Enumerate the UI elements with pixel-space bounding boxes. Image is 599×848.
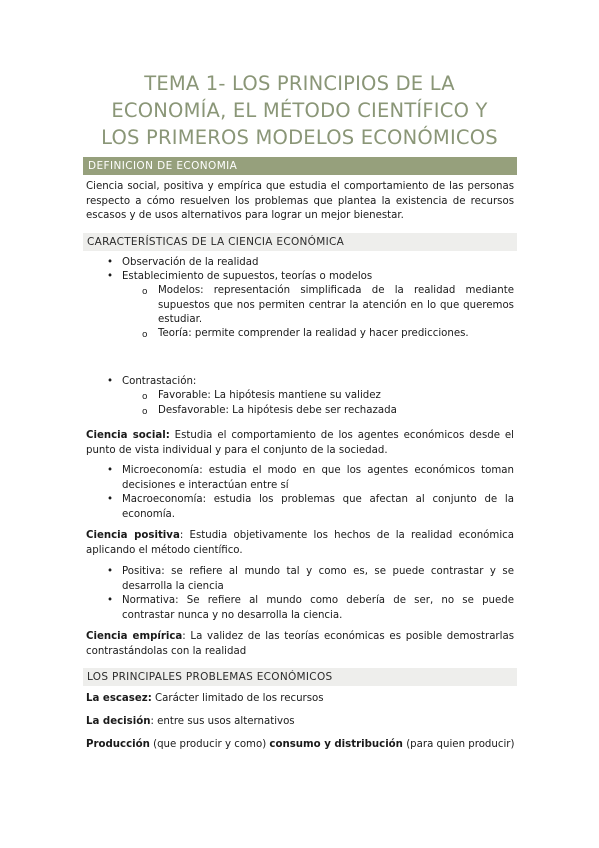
- ciencia-empirica-text: : La validez de las teorías económicas es posible demostrarlas contrastándolas con la realidad: [86, 631, 515, 657]
- bullet-icon: •: [107, 465, 114, 476]
- list-item-normativa: Normativa: Se refiere al mundo como debería de ser, no se puede contrastar nunca y no desarrolla la ciencia.: [122, 595, 514, 621]
- ciencia-social-paragraph: [86, 429, 514, 458]
- bullet-icon: •: [107, 494, 114, 505]
- bullet-icon: •: [107, 566, 114, 577]
- produccion-paragraph: [86, 738, 514, 753]
- ciencia-social-label: Ciencia social:: [86, 430, 170, 441]
- list-item-macroeconomia: Macroeconomía: estudia los problemas que afectan al conjunto de la economía.: [122, 494, 514, 520]
- list-item-supuestos: Establecimiento de supuestos, teorías o modelos: [122, 271, 373, 282]
- bullet-icon: •: [107, 271, 114, 282]
- decision-label: La decisión: [86, 716, 151, 727]
- sub-item-teoria: Teoría: permite comprender la realidad y hacer predicciones.: [158, 328, 469, 339]
- sub-item-favorable: Favorable: La hipótesis mantiene su validez: [158, 390, 381, 401]
- ciencia-positiva-paragraph: [86, 529, 514, 558]
- decision-text: : entre sus usos alternativos: [150, 716, 295, 727]
- ciencia-empirica-label: Ciencia empírica: [86, 631, 183, 642]
- heading-definition: DEFINICION DE ECONOMIA: [83, 157, 517, 175]
- escasez-label: La escasez:: [86, 693, 152, 704]
- sub-item-modelos: Modelos: representación simplificada de la realidad mediante supuestos que nos permiten centrar la atención en lo que queremos estudiar.: [158, 285, 514, 326]
- produccion-label: Producción: [86, 739, 150, 750]
- ciencia-positiva-label: Ciencia positiva: [86, 530, 180, 541]
- sub-bullet-icon: o: [142, 407, 148, 417]
- bullet-icon: •: [107, 376, 114, 387]
- sub-bullet-icon: o: [142, 330, 148, 340]
- title-line-2: ECONOMÍA, EL MÉTODO CIENTÍFICO Y: [111, 99, 488, 122]
- list-item-contrastacion: Contrastación:: [122, 376, 197, 387]
- sub-bullet-icon: o: [142, 392, 148, 402]
- bullet-icon: •: [107, 257, 114, 268]
- sub-item-desfavorable: Desfavorable: La hipótesis debe ser rechazada: [158, 405, 397, 416]
- sub-bullet-icon: o: [142, 287, 148, 297]
- ciencia-social-text: Estudia el comportamiento de los agentes económicos desde el punto de vista individual y para el conjunto de la sociedad.: [86, 430, 514, 456]
- escasez-paragraph: [86, 692, 514, 707]
- title-line-3: LOS PRIMEROS MODELOS ECONÓMICOS: [101, 126, 498, 149]
- ciencia-positiva-text: : Estudia objetivamente los hechos de la realidad económica aplicando el método científico.: [86, 530, 514, 556]
- list-item-positiva: Positiva: se refiere al mundo tal y como es, se puede contrastar y se desarrolla la ciencia: [122, 566, 514, 592]
- consumo-label: consumo y distribución: [269, 739, 403, 750]
- produccion-text: (que producir y como): [149, 739, 270, 750]
- bullet-icon: •: [107, 595, 114, 606]
- heading-problems: LOS PRINCIPALES PROBLEMAS ECONÓMICOS: [83, 668, 517, 686]
- list-item-microeconomia: Microeconomía: estudia el modo en que los agentes económicos toman decisiones e interactúan entre sí: [122, 465, 514, 491]
- escasez-text: Carácter limitado de los recursos: [151, 693, 324, 704]
- decision-paragraph: [86, 715, 514, 730]
- ciencia-empirica-paragraph: [86, 630, 514, 659]
- heading-characteristics: CARACTERÍSTICAS DE LA CIENCIA ECONÓMICA: [83, 233, 517, 251]
- consumo-text: (para quien producir): [402, 739, 515, 750]
- page-title: [60, 70, 539, 151]
- title-line-1: TEMA 1- LOS PRINCIPIOS DE LA: [144, 72, 455, 95]
- definition-text: Ciencia social, positiva y empírica que estudia el comportamiento de las personas respecto a cómo resuelven los problemas que plantea la existencia de recursos escasos y de usos alternativos para lograr un mejor bienestar.: [86, 181, 514, 222]
- list-item-observacion: Observación de la realidad: [122, 257, 259, 268]
